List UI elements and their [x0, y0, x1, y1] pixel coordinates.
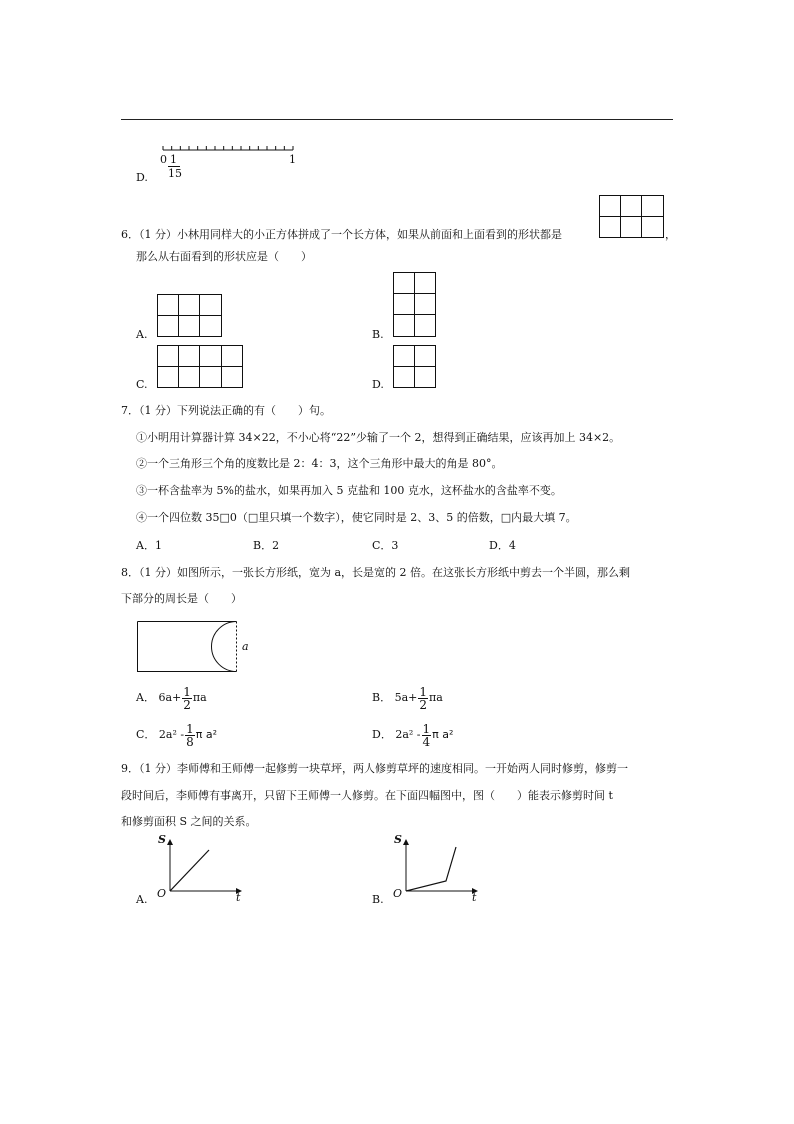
q9-graph-b [401, 840, 481, 896]
q8-stem-line1: 8．（1 分）如图所示，一张长方形纸，宽为 a，长是宽的 2 倍。在这张长方形纸中剪去一个半圆，那么剩 [121, 566, 631, 579]
q8-option-d [372, 721, 453, 749]
q8-option-a-pre: 6a+ [158, 691, 182, 704]
q9-graph-a-x-label: t [236, 891, 241, 904]
q5-number-line [160, 140, 300, 160]
q6-option-b-letter: B. [372, 328, 384, 341]
q7-option-c: C．3 [372, 539, 399, 552]
q9-graph-b-y-label: S [394, 833, 402, 846]
q7-option-a: A．1 [136, 539, 162, 552]
q9-graph-a [165, 840, 245, 896]
q8-option-c-fraction [185, 723, 195, 748]
q5-number-line-frac-den: 15 [168, 167, 182, 180]
q6-front-top-view-grid [599, 195, 665, 239]
q7-option-d: D．4 [489, 539, 516, 552]
q8-option-b [372, 684, 443, 712]
q8-option-a-post: πa [192, 691, 207, 704]
q6-stem-line2: 那么从右面看到的形状应是（ ） [136, 250, 312, 263]
q8-option-a-fraction [182, 686, 192, 711]
q6-option-d-grid [393, 345, 437, 389]
q8-option-b-letter: B． [372, 691, 392, 704]
q8-option-b-fraction [418, 686, 428, 711]
q8-option-b-post: πa [429, 691, 443, 704]
q9-graph-b-origin: O [393, 887, 403, 900]
q8-option-a-letter: A． [136, 691, 155, 704]
q7-option-b: B．2 [253, 539, 280, 552]
q8-option-d-pre: 2a² - [395, 728, 421, 741]
header-rule [121, 119, 673, 120]
q9-graph-b-letter: B. [372, 893, 384, 906]
q6-option-c-letter: C. [136, 378, 148, 391]
q8-option-d-num: 1 [422, 721, 431, 736]
q6-option-d-letter: D. [372, 378, 384, 391]
q8-option-b-pre: 5a+ [394, 691, 418, 704]
q9-stem-line1: 9．（1 分）李师傅和王师傅一起修剪一块草坪，两人修剪草坪的速度相同。一开始两人同时修剪，修剪一 [121, 762, 628, 775]
q9-graph-b-x-label: t [472, 891, 477, 904]
q8-option-c-den: 8 [186, 734, 194, 749]
q5-option-d-letter: D. [136, 171, 148, 184]
q8-option-c-num: 1 [186, 721, 194, 736]
q7-item-3: ③一杯含盐率为 5%的盐水，如果再加入 5 克盐和 100 克水，这杯盐水的含盐率不变。 [136, 484, 562, 497]
q9-stem-line3: 和修剪面积 S 之间的关系。 [121, 815, 257, 828]
q8-option-c [136, 721, 217, 749]
q9-stem-line2: 段时间后，李师傅有事离开，只留下王师傅一人修剪。在下面四幅图中，图（ ）能表示修剪时间 t [121, 789, 613, 802]
q6-stem-line1: 6．（1 分）小林用同样大的小正方体拼成了一个长方体，如果从前面和上面看到的形状都是 [121, 228, 562, 241]
q8-option-d-fraction [422, 723, 432, 748]
q7-stem: 7．（1 分）下列说法正确的有（ ）句。 [121, 404, 331, 417]
q9-graph-a-origin: O [157, 887, 167, 900]
q8-option-d-post: π a² [432, 728, 454, 741]
q5-number-line-one: 1 [289, 153, 296, 166]
q9-graph-a-line [170, 850, 209, 891]
q6-stem-line1-end: ， [665, 228, 676, 241]
q5-number-line-zero: 0 [160, 153, 167, 166]
q8-option-b-num: 1 [419, 684, 428, 699]
q7-item-4: ④一个四位数 35□0（□里只填一个数字），使它同时是 2、3、5 的倍数，□内最大填 7。 [136, 511, 577, 524]
q8-option-a-num: 1 [183, 684, 191, 699]
q8-option-d-den: 4 [422, 734, 431, 749]
q8-rectangle-semicircle-figure [137, 621, 239, 673]
q8-option-d-letter: D． [372, 728, 392, 741]
q8-option-a [136, 684, 207, 712]
q6-option-a-grid [157, 294, 223, 338]
q6-option-a-letter: A. [136, 328, 148, 341]
q8-option-c-pre: 2a² - [158, 728, 185, 741]
q9-graph-a-y-label: S [158, 833, 166, 846]
q5-number-line-frac-num: 1 [170, 153, 177, 166]
q9-graph-a-letter: A. [136, 893, 148, 906]
q8-stem-line2: 下部分的周长是（ ） [121, 592, 242, 605]
q8-figure-label-a: a [242, 640, 249, 653]
q8-option-b-den: 2 [419, 697, 428, 712]
q7-item-2: ②一个三角形三个角的度数比是 2：4：3，这个三角形中最大的角是 80°。 [136, 457, 503, 470]
q8-option-c-post: π a² [195, 728, 218, 741]
q8-option-c-letter: C． [136, 728, 156, 741]
q9-graph-b-line [406, 847, 456, 891]
q7-item-1: ①小明用计算器计算 34×22，不小心将“22”少输了一个 2，想得到正确结果，应该再加上 34×2。 [136, 431, 621, 444]
q8-option-a-den: 2 [183, 697, 191, 712]
q6-option-c-grid [157, 345, 244, 389]
q6-option-b-grid [393, 272, 437, 338]
